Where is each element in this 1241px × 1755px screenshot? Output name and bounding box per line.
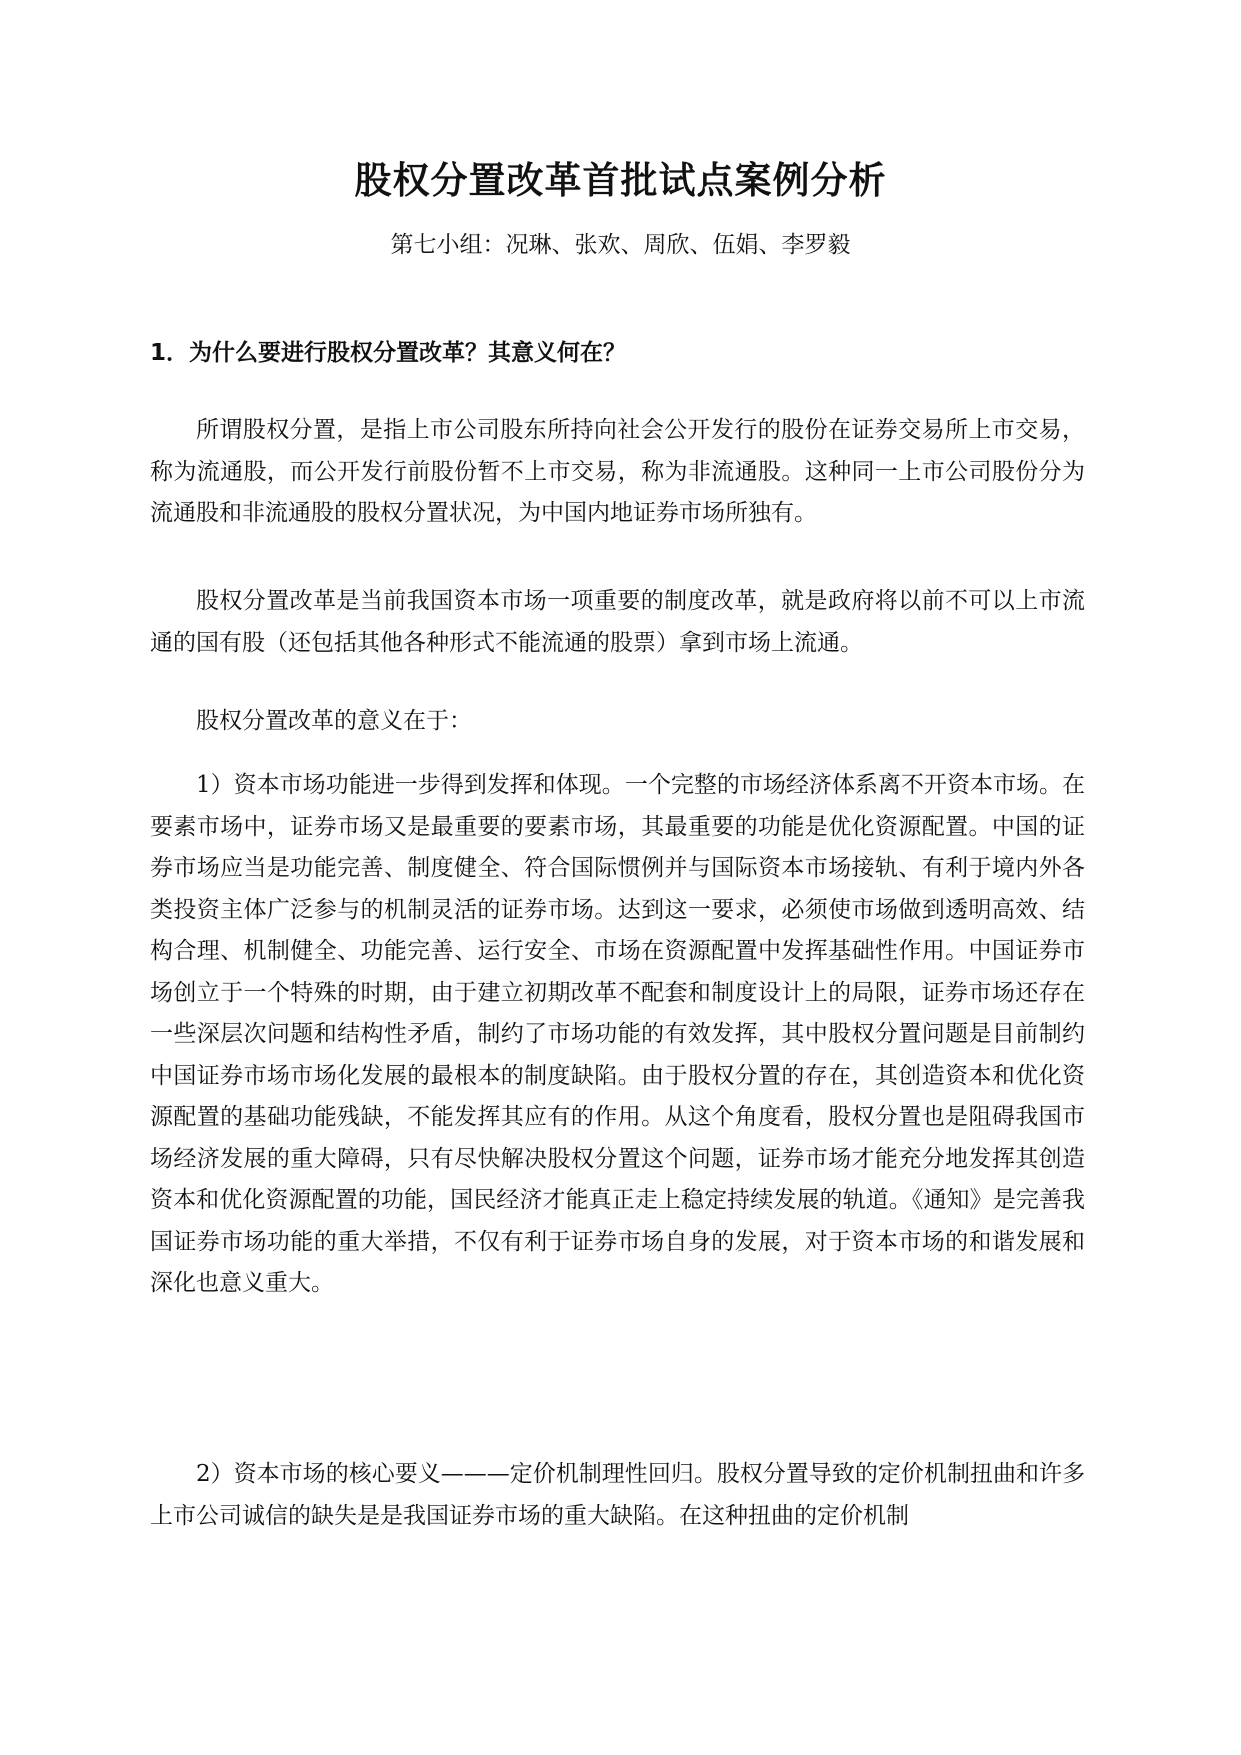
paragraph-definition: 所谓股权分置，是指上市公司股东所持向社会公开发行的股份在证券交易所上市交易，称为流通股，而公开发行前股份暂不上市交易，称为非流通股。这种同一上市公司股份分为流通股和非流通股的股权分置状况，为中国内地证券市场所独有。 <box>150 417 1085 526</box>
paragraph-significance-intro: 股权分置改革的意义在于： <box>196 708 472 734</box>
paragraph-point-1: 1）资本市场功能进一步得到发挥和体现。一个完整的市场经济体系离不开资本市场。在要素市场中，证券市场又是最重要的要素市场，其最重要的功能是优化资源配置。中国的证券市场应当是功能完善、制度健全、符合国际惯例并与国际资本市场接轨、有利于境内外各类投资主体广泛参与的机制灵活的证券市场。达到这一要求，必须使市场做到透明高效、结构合理、机制健全、功能完善、运行安全、市场在资源配置中发挥基础性作用。中国证券市场创立于一个特殊的时期，由于建立初期改革不配套和制度设计上的局限，证券市场还存在一些深层次问题和结构性矛盾，制约了市场功能的有效发挥，其中股权分置问题是目前制约中国证券市场市场化发展的最根本的制度缺陷。由于股权分置的存在，其创造资本和优化资源配置的基础功能残缺，不能发挥其应有的作用。从这个角度看，股权分置也是阻碍我国市场经济发展的重大障碍，只有尽快解决股权分置这个问题，证券市场才能充分地发挥其创造资本和优化资源配置的功能，国民经济才能真正走上稳定持续发展的轨道。《通知》是完善我国证券市场功能的重大举措，不仅有利于证券市场自身的发展，对于资本市场的和谐发展和深化也意义重大。 <box>150 772 1085 1296</box>
document-title: 股权分置改革首批试点案例分析 <box>354 159 887 202</box>
section-heading: 1．为什么要进行股权分置改革？其意义何在？ <box>150 340 627 366</box>
author-line: 第七小组：况琳、张欢、周欣、伍娟、李罗毅 <box>390 232 851 258</box>
paragraph-reform: 股权分置改革是当前我国资本市场一项重要的制度改革，就是政府将以前不可以上市流通的国有股（还包括其他各种形式不能流通的股票）拿到市场上流通。 <box>150 588 1085 656</box>
paragraph-point-2: 2）资本市场的核心要义———定价机制理性回归。股权分置导致的定价机制扭曲和许多上市公司诚信的缺失是是我国证券市场的重大缺陷。在这种扭曲的定价机制 <box>150 1461 1085 1529</box>
